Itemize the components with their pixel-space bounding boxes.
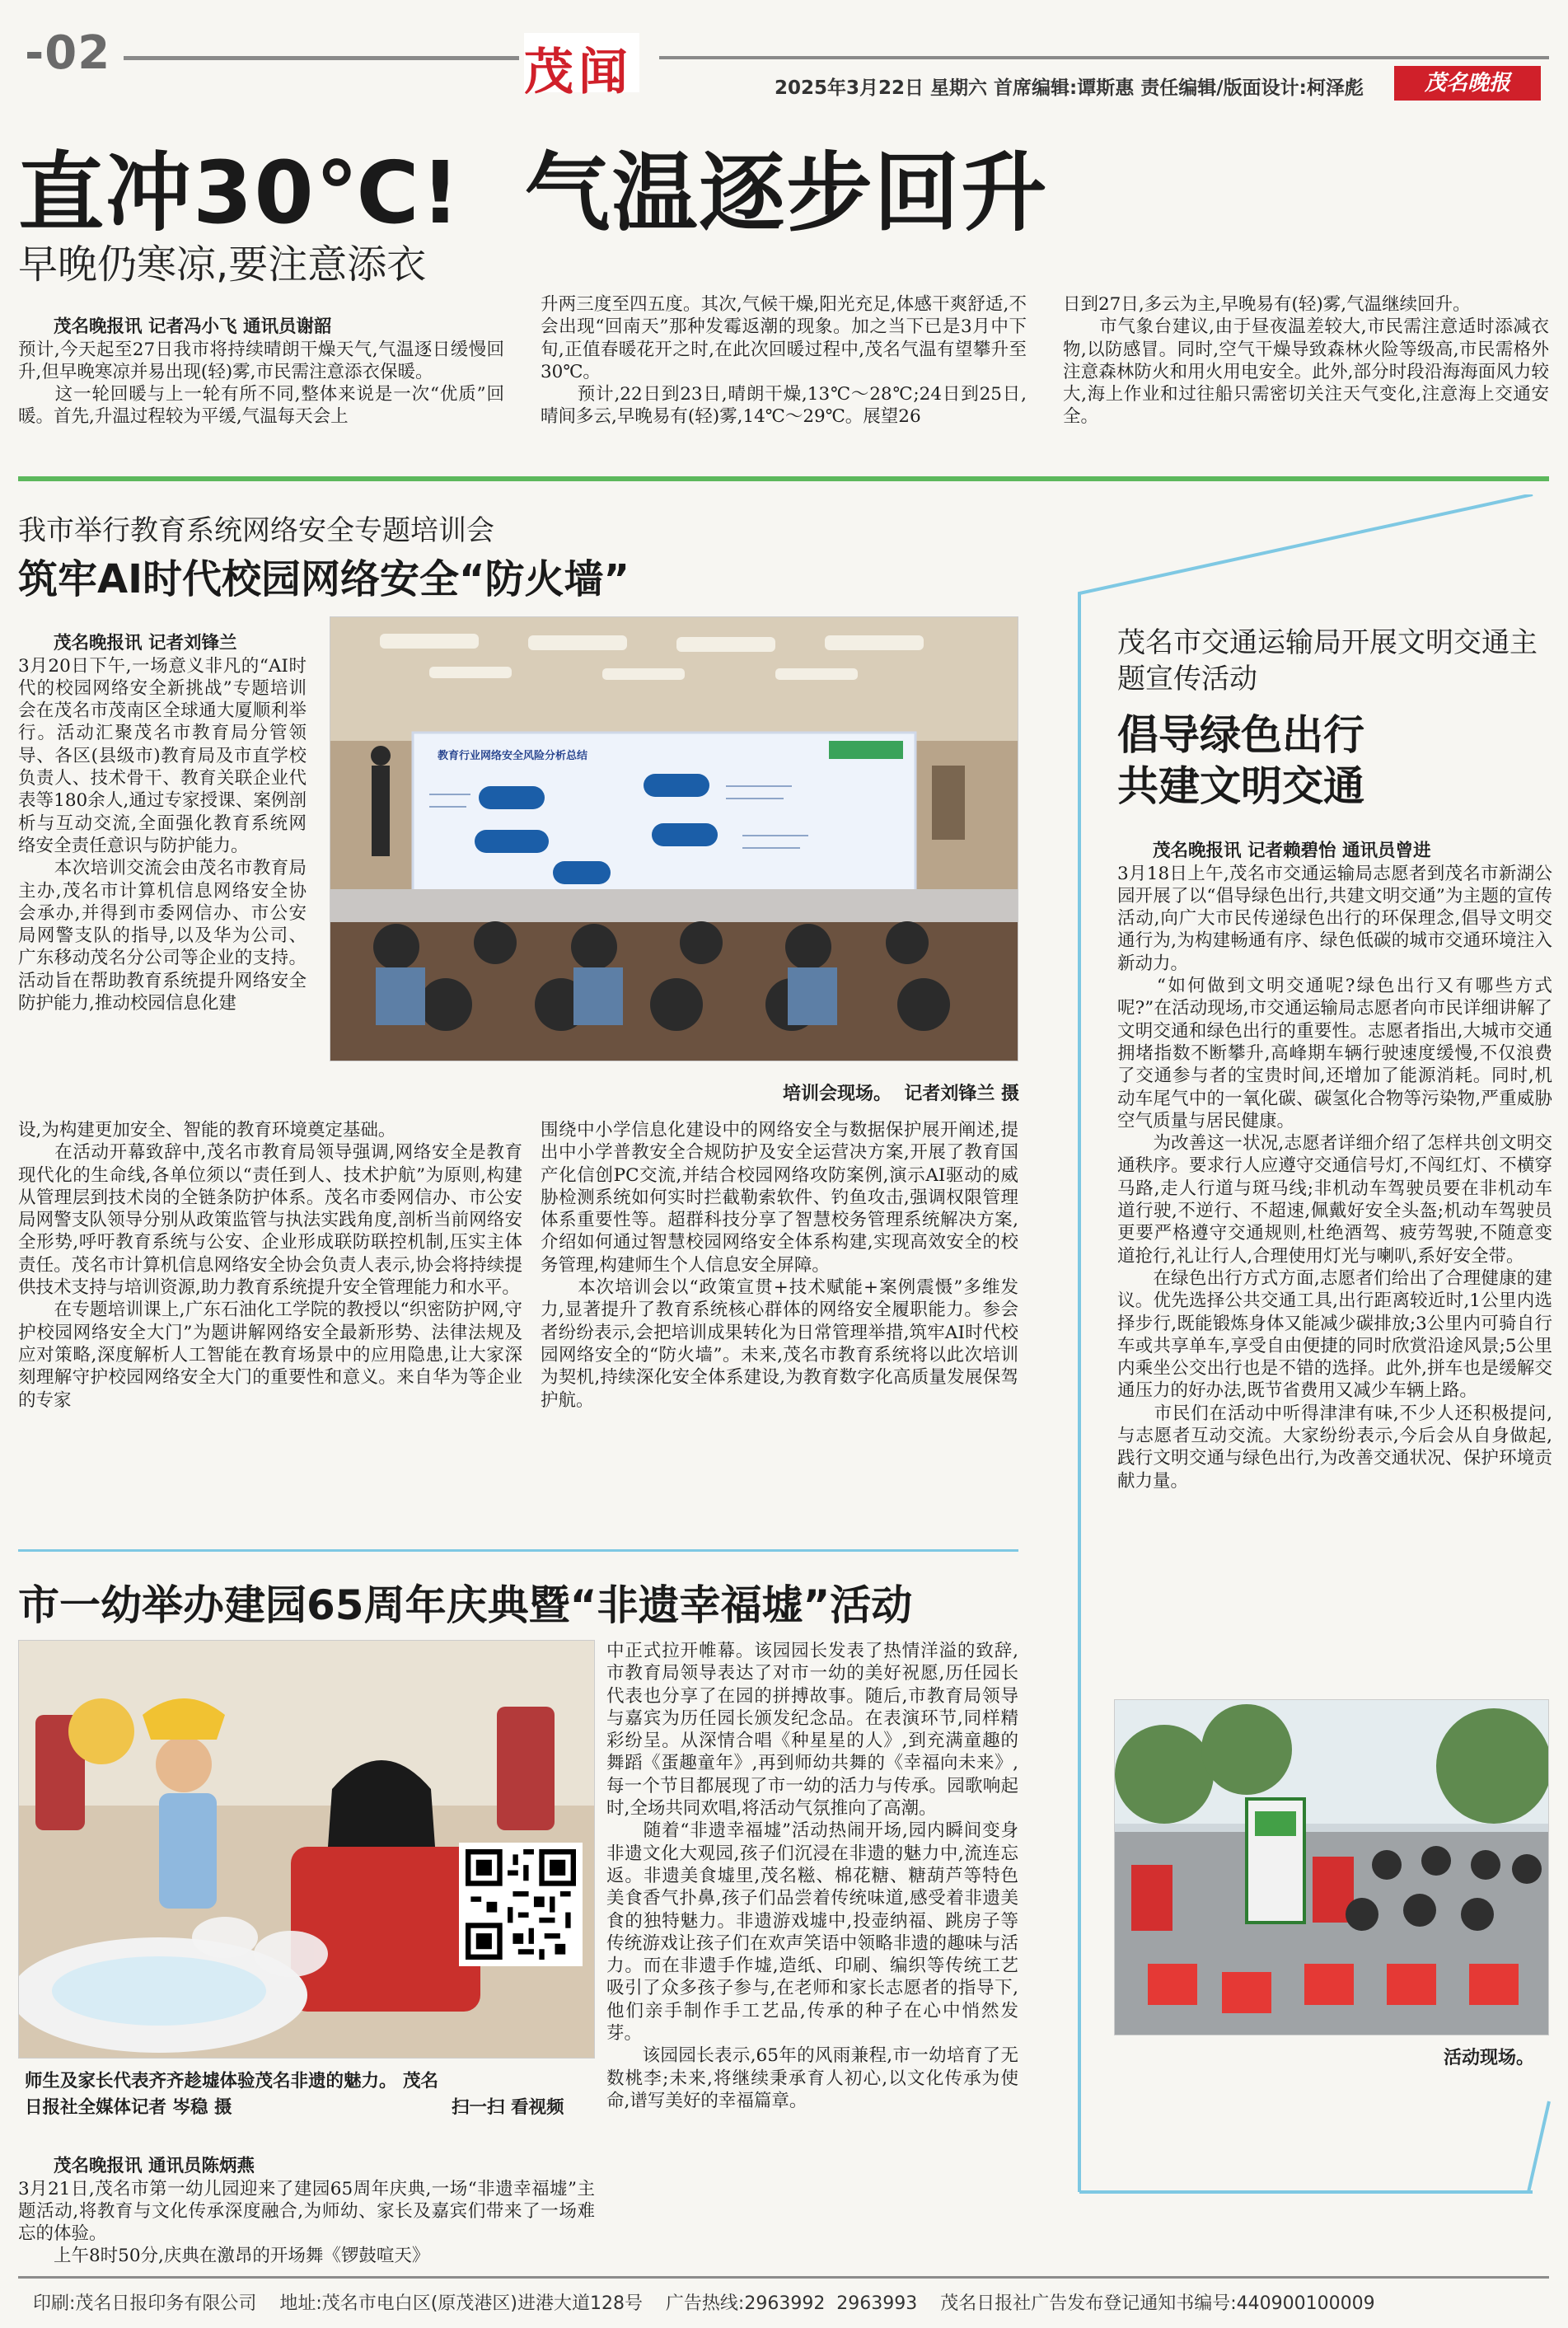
article1-col3: 日到27日,多云为主,早晚易有(轻)雾,气温继续回升。 市气象台建议,由于昼夜温差较大,市民需注意适时添减衣物,以防感冒。同时,空气干燥导致森林火险等级高,市民需格外注意森林防火和用火用电安全。此外,部分时段沿海海面风力较大,海上作业和过往船只需密切关注天气变化,注意海上交通安全。 xyxy=(1063,294,1549,428)
section-label: 茂闻 xyxy=(524,44,633,101)
article2-kicker: 我市举行教育系统网络安全专题培训会 xyxy=(18,514,494,547)
header-rule-right xyxy=(659,56,1549,59)
article2-col-left-top xyxy=(18,610,307,1014)
article1-col1-text: 预计,今天起至27日我市将持续晴朗干燥天气,气温逐日缓慢回升,但早晚寒凉并易出现(轻)雾,市民需注意添衣保暖。 这一轮回暖与上一轮有所不同,整体来说是一次“优质”回暖。首先,升温过程较为平缓,气温每天会上 xyxy=(18,339,504,428)
training-photo xyxy=(330,616,1018,1061)
article4-byline: 茂名晚报讯 记者赖碧怡 通讯员曾进 xyxy=(1153,841,1431,862)
article3-col-right: 中正式拉开帷幕。该园园长发表了热情洋溢的致辞,市教育局领导表达了对市一幼的美好祝愿,历任园长代表也分享了在园的拼搏故事。随后,市教育局领导与嘉宾为历任园长颁发纪念品。在表演环节,同样精彩纷呈。从深情合唱《种星星的人》,到充满童趣的舞蹈《蛋趣童年》,再到师幼共舞的《幸福向未来》,每一个节目都展现了市一幼的活力与传承。园歌响起时,全场共同欢唱,将活动气氛推向了高潮。 随着“非遗幸福墟”活动热闹开场,园内瞬间变身非遗文化大观园,孩子们沉浸在非遗的魅力中,流连忘返。非遗美食墟里,茂名糍、棉花糖、糖葫芦等特色美食香气扑鼻,孩子们品尝着传统味道,感受着非遗美食的独特魅力。非遗游戏墟中,投壶纳福、跳房子等传统游戏让孩子们在欢声笑语中领略非遗的趣味与活力。而在非遗手作墟,造纸、印刷、编织等传统工艺吸引了众多孩子参与,在老师和家长志愿者的指导下,他们亲手制作手工艺品,传承的种子在心中悄然发芽。 该园园长表示,65年的风雨兼程,市一幼培育了无数桃李;未来,将继续秉承育人初心,以文化传承为使命,谱写美好的幸福篇章。 xyxy=(606,1641,1018,2111)
article2-col-right-bottom: 围绕中小学信息化建设中的网络安全与数据保护展开阐述,提出中小学普教安全合规防护及安全运营决方案,开展了教育国产化信创PC交流,并结合校园网络攻防案例,演示AI驱动的威胁检测系统如何实时拦截勒索软件、钓鱼攻击,强调权限管理体系重要性等。超群科技分享了智慧校务管理系统解决方案,介绍如何通过智慧校园网络安全体系构建,实现高效安全的校务管理,构建师生个人信息安全屏障。 本次培训会以“政策宣贯+技术赋能+案例震慑”多维发力,显著提升了教育系统核心群体的网络安全履职能力。参会者纷纷表示,会把培训成果转化为日常管理举措,筑牢AI时代校园网络安全的“防火墙”。未来,茂名市教育系统将以此次培训为契机,持续深化安全体系建设,为教育数字化高质量发展保驾护航。 xyxy=(541,1120,1018,1411)
article2-headline: 筑牢AI时代校园网络安全“防火墙” xyxy=(18,556,630,602)
footer-rule xyxy=(18,2276,1549,2279)
article4-body xyxy=(1117,817,1552,1492)
traffic-event-photo-art xyxy=(1115,1700,1549,2035)
footer-text: 印刷:茂名日报印务有限公司 地址:茂名市电白区(原茂港区)进港大道128号 广告热线:2963992 2963993 茂名日报社广告发布登记通知书编号:440900100009 xyxy=(33,2293,1375,2314)
article4-headline-2: 共建文明交通 xyxy=(1117,762,1364,810)
article1-byline: 茂名晚报讯 记者冯小飞 通讯员谢韶 xyxy=(54,316,332,338)
article1-subhead: 早晚仍寒凉,要注意添衣 xyxy=(18,241,427,288)
qr-code-icon xyxy=(466,1849,576,1960)
header-rule-left xyxy=(124,56,519,60)
kindergarten-photo xyxy=(18,1640,595,2059)
qr-caption: 扫一扫 看视频 xyxy=(452,2097,564,2118)
article1-col1 xyxy=(18,293,504,429)
article3-col-left-text: 3月21日,茂名市第一幼儿园迎来了建园65周年庆典,一场“非遗幸福墟”主题活动,将教育与文化传承深度融合,为师幼、家长及嘉宾们带来了一场难忘的体验。 上午8时50分,庆典在激昂的开场舞《锣鼓喧天》 xyxy=(18,2178,595,2267)
article4-kicker: 茂名市交通运输局开展文明交通主题宣传活动 xyxy=(1117,626,1538,696)
article1-headline: 直冲30℃! 气温逐步回升 xyxy=(18,143,1049,243)
article4-body-text: 3月18日上午,茂名市交通运输局志愿者到茂名市新湖公园开展了以“倡导绿色出行,共建文明交通”为主题的宣传活动,向广大市民传递绿色出行的环保理念,倡导文明交通行为,为构建畅通有序、绿色低碳的城市交通环境注入新动力。 “如何做到文明交通呢?绿色出行又有哪些方式呢?”在活动现场,市交通运输局志愿者向市民详细讲解了文明交通和绿色出行的重要性。志愿者指出,大城市交通拥堵指数不断攀升,高峰期车辆行驶速度缓慢,不仅浪费了交通参与者的宝贵时间,还增加了能源消耗。同时,机动车尾气中的一氧化碳、碳氢化合物等污染物,严重威胁空气质量与居民健康。 为改善这一状况,志愿者详细介绍了怎样共创文明交通秩序。要求行人应遵守交通信号灯,不闯红灯、不横穿马路,走人行道与斑马线;非机动车驾驶员要在非机动车道行驶,不逆行、不超速,佩戴好安全头盔;机动车驾驶员更要严格遵守交通规则,杜绝酒驾、疲劳驾驶,不随意变道抢行,礼让行人,合理使用灯光与喇叭,系好安全带。 在绿色出行方式方面,志愿者们给出了合理健康的建议。优先选择公共交通工具,出行距离较近时,1公里内选择步行,既能锻炼身体又能减少碳排放;3公里内可骑自行车或共享单车,享受自由便捷的同时欣赏沿途风景;5公里内乘坐公交出行也是不错的选择。此外,拼车也是缓解交通压力的好办法,既节省费用又减少车辆上路。 市民们在活动中听得津津有味,不少人还积极提问,与志愿者互动交流。大家纷纷表示,今后会从自身做起,践行文明交通与绿色出行,为改善交通状况、保护环境贡献力量。 xyxy=(1117,863,1552,1492)
article1-col2: 升两三度至四五度。其次,气候干燥,阳光充足,体感干爽舒适,不会出现“回南天”那种发霉返潮的现象。加之当下已是3月中下旬,正值春暖花开之时,在此次回暖过程中,茂名气温有望攀升至30℃。 预计,22日到23日,晴朗干燥,13℃～28℃;24日到25日,晴间多云,早晚易有(轻)雾,14℃～29℃。展望26 xyxy=(541,294,1027,428)
article3-col-left xyxy=(18,2133,595,2268)
article3-headline: 市一幼举办建园65周年庆典暨“非遗幸福墟”活动 xyxy=(18,1581,913,1629)
traffic-event-photo xyxy=(1114,1699,1549,2035)
page-number: -02 xyxy=(25,26,111,80)
article3-byline: 茂名晚报讯 通讯员陈炳燕 xyxy=(54,2156,255,2177)
section-divider-blue xyxy=(18,1549,1018,1552)
section-title xyxy=(524,33,639,101)
article2-byline: 茂名晚报讯 记者刘锋兰 xyxy=(54,633,237,654)
kindergarten-photo-caption: 师生及家长代表齐齐趁墟体验茂名非遗的魅力。 茂名日报社全媒体记者 岑稳 摄 xyxy=(25,2071,438,2118)
traffic-photo-caption: 活动现场。 xyxy=(1444,2048,1535,2068)
masthead-logo: 茂名晚报 xyxy=(1394,66,1541,101)
article2-col-left-bottom: 设,为构建更加安全、智能的教育环境奠定基础。 在活动开幕致辞中,茂名市教育局领导强调,网络安全是教育现代化的生命线,各单位须以“责任到人、技术护航”为原则,构建从管理层到技术岗的全链条防护体系。茂名市委网信办、市公安局网警支队领导分别从政策监管与执法实践角度,剖析当前网络安全形势,呼吁教育系统与公安、企业形成联防联控机制,压实主体责任。茂名市计算机信息网络安全协会负责人表示,协会将持续提供技术支持与培训资源,助力教育系统提升安全管理能力和水平。 在专题培训课上,广东石油化工学院的教授以“织密防护网,守护校园网络安全大门”为题讲解网络安全最新形势、法律法规及应对策略,深度解析人工智能在教育场景中的应用隐患,让大家深刻理解守护校园网络安全大门的重要性和意义。来自华为等企业的专家 xyxy=(18,1120,522,1411)
issue-info: 2025年3月22日 星期六 首席编辑:谭斯惠 责任编辑/版面设计:柯泽彪 xyxy=(775,77,1364,99)
article2-col-left-top-text: 3月20日下午,一场意义非凡的“AI时代的校园网络安全新挑战”专题培训会在茂名市茂南区全球通大厦顺利举行。活动汇聚茂名市教育局分管领导、各区(县级市)教育局及市直学校负责人、技术骨干、教育关联企业代表等180余人,通过专家授课、案例剖析与互动交流,全面强化教育系统网络安全责任意识与防护能力。 本次培训交流会由茂名市教育局主办,茂名市计算机信息网络安全协会承办,并得到市委网信办、市公安局网警支队的指导,以及华为公司、广东移动茂名分公司等企业的支持。活动旨在帮助教育系统提升网络安全防护能力,推动校园信息化建 xyxy=(18,655,307,1014)
qr-code[interactable] xyxy=(459,1843,583,1966)
section-divider-green xyxy=(18,476,1549,481)
training-photo-art xyxy=(330,617,1018,1061)
screen-title: 教育行业网络安全风险分析总结 xyxy=(438,750,588,762)
training-photo-caption: 培训会现场。 记者刘锋兰 摄 xyxy=(783,1084,1019,1104)
article4-headline-1: 倡导绿色出行 xyxy=(1117,711,1364,759)
